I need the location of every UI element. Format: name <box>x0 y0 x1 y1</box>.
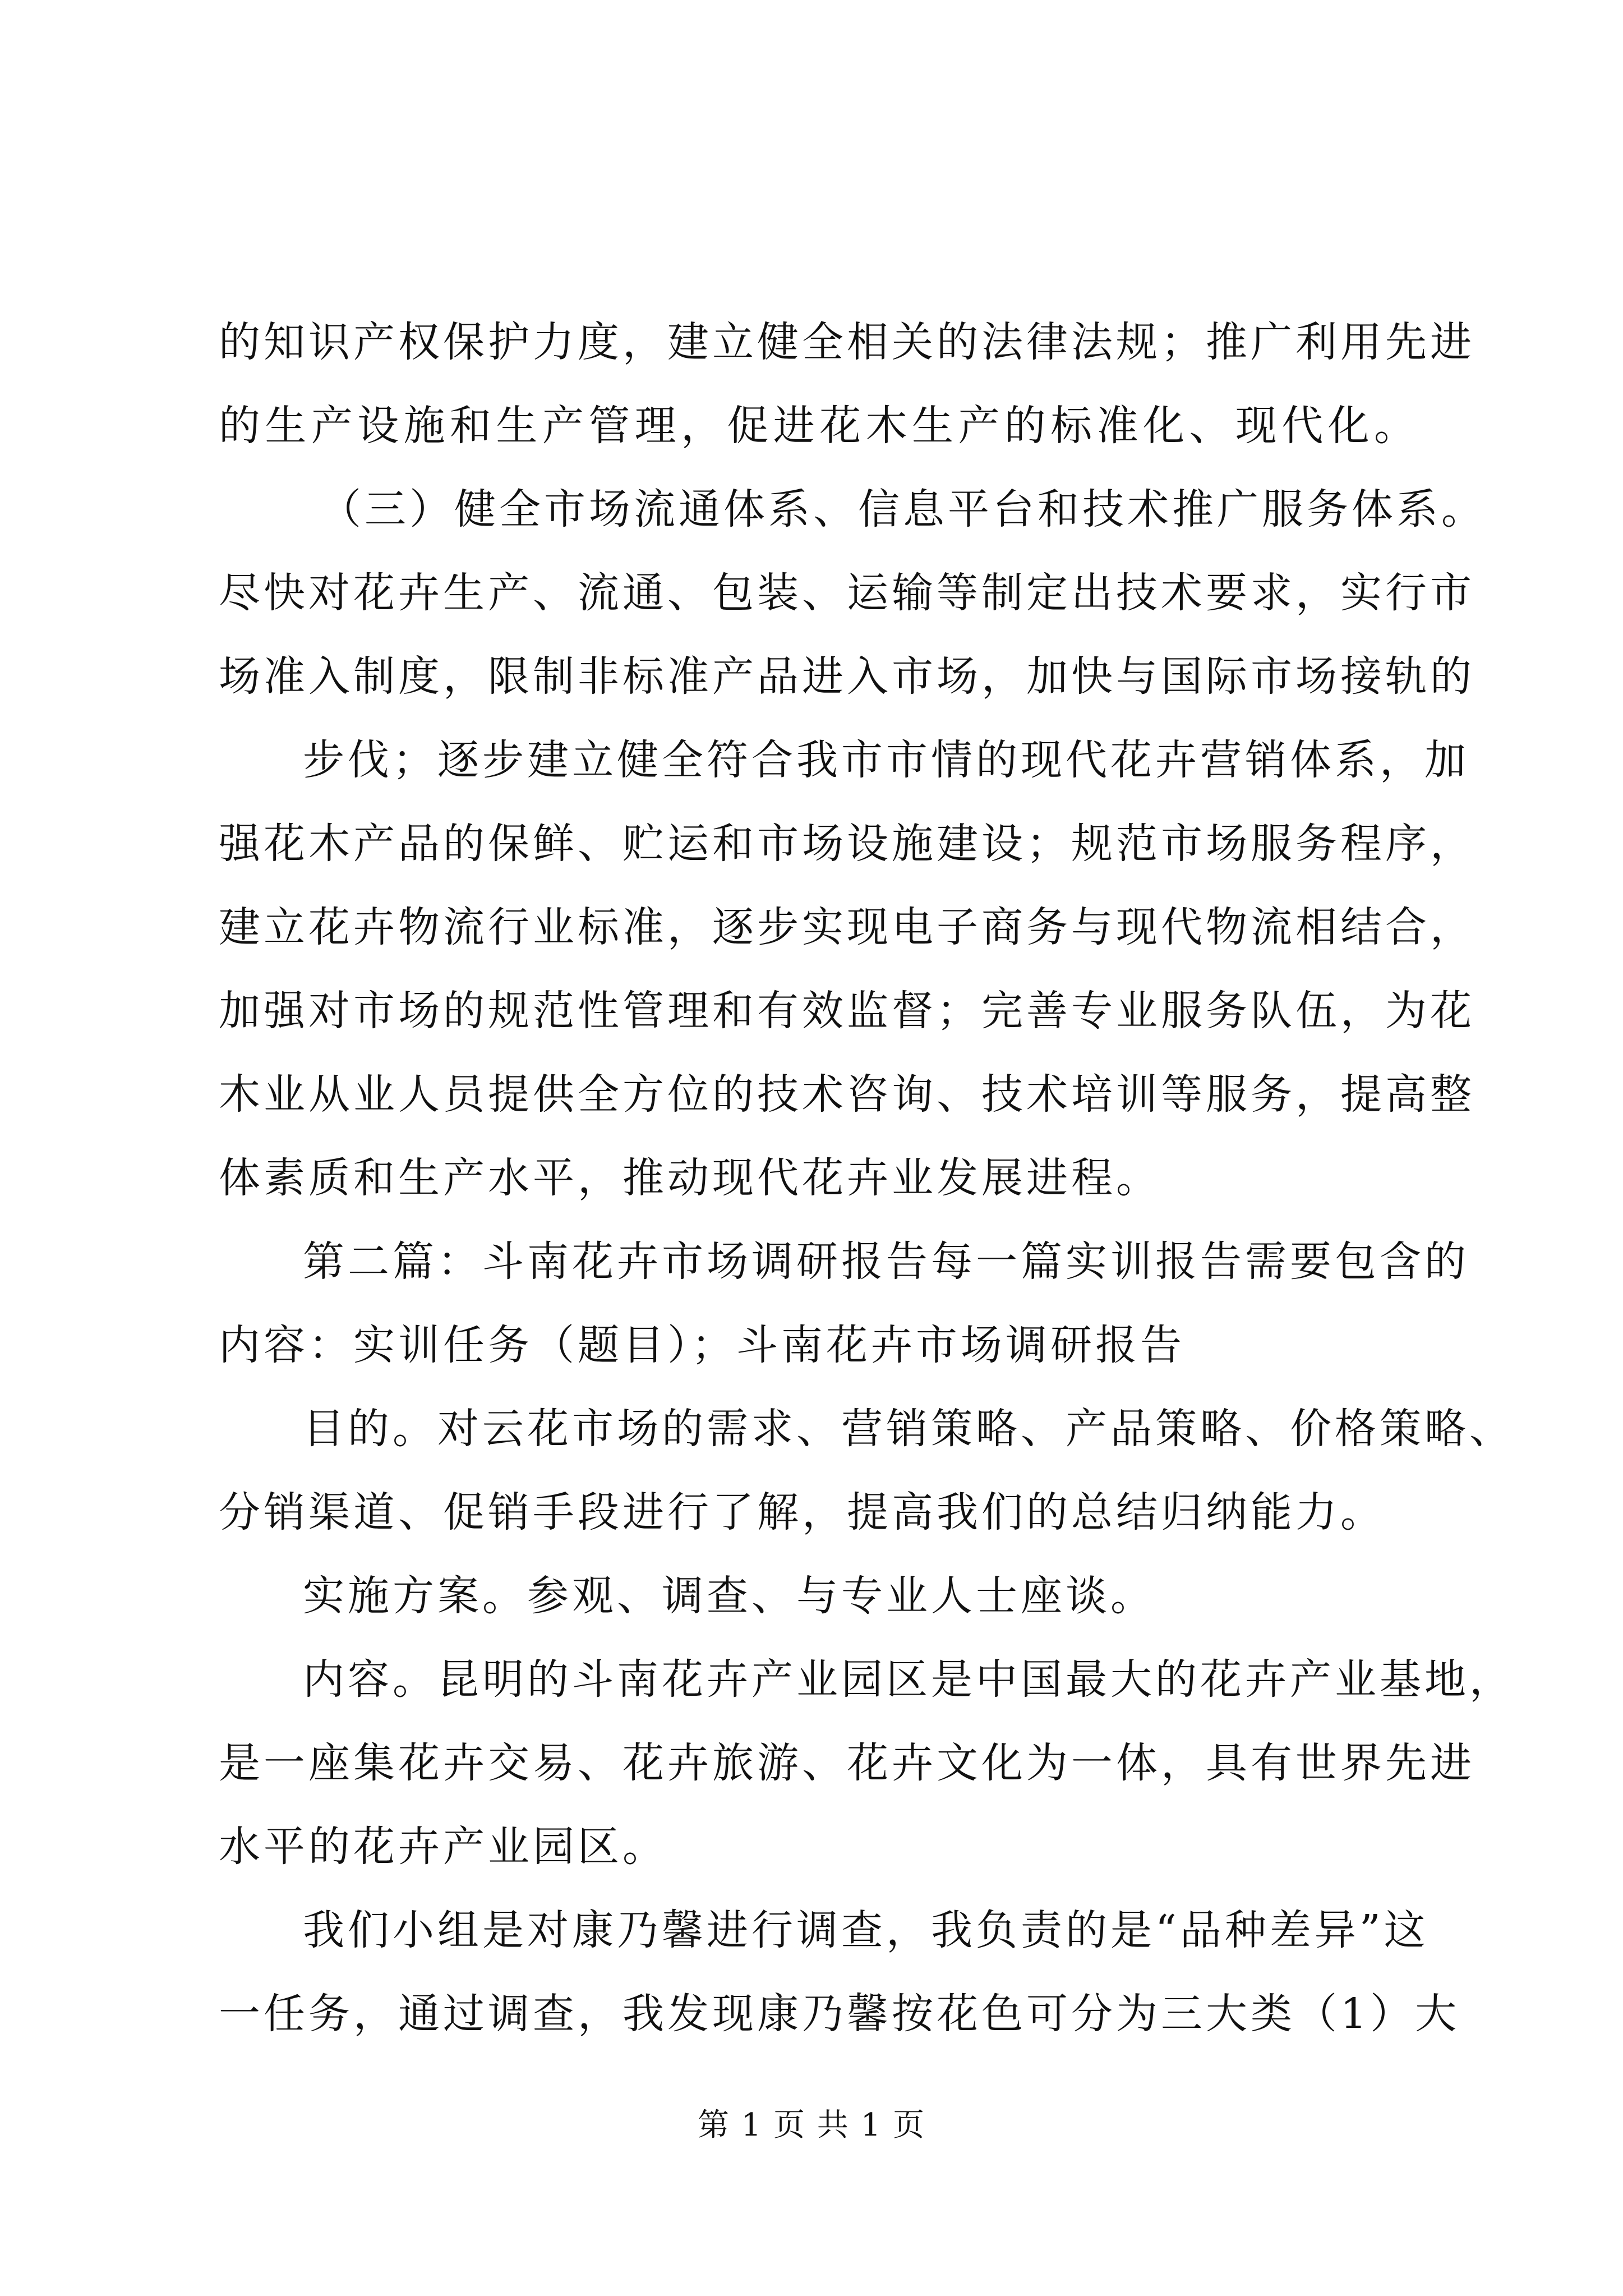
text-line-18: 是一座集花卉交易、花卉旅游、花卉文化为一体，具有世界先进 <box>219 1739 1475 1787</box>
page-footer: 第 1 页 共 1 页 <box>697 2107 926 2143</box>
text-line-1: 的知识产权保护力度，建立健全相关的法律法规；推广利用先进 <box>219 318 1475 366</box>
text-line-21: 一任务，通过调查，我发现康乃馨按花色可分为三大类（1）大 <box>219 1990 1460 2038</box>
text-line-14: 目的。对云花市场的需求、营销策略、产品策略、价格策略、 <box>303 1405 1514 1453</box>
text-line-10: 木业从业人员提供全方位的技术咨询、技术培训等服务，提高整 <box>219 1070 1475 1119</box>
text-line-2: 的生产设施和生产管理，促进花木生产的标准化、现代化。 <box>219 402 1419 450</box>
text-line-17: 内容。昆明的斗南花卉产业园区是中国最大的花卉产业基地， <box>303 1655 1514 1704</box>
text-line-19: 水平的花卉产业园区。 <box>219 1823 667 1871</box>
text-line-15: 分销渠道、促销手段进行了解，提高我们的总结归纳能力。 <box>219 1488 1385 1536</box>
text-line-6: 步伐；逐步建立健全符合我市市情的现代花卉营销体系，加 <box>303 736 1469 784</box>
text-line-5: 场准入制度，限制非标准产品进入市场，加快与国际市场接轨的 <box>219 652 1475 701</box>
text-line-13: 内容：实训任务（题目）；斗南花卉市场调研报告 <box>219 1321 1185 1369</box>
text-line-16: 实施方案。参观、调查、与专业人士座谈。 <box>303 1572 1155 1620</box>
text-line-7: 强花木产品的保鲜、贮运和市场设施建设；规范市场服务程序， <box>219 820 1475 868</box>
text-line-9: 加强对市场的规范性管理和有效监督；完善专业服务队伍，为花 <box>219 987 1475 1035</box>
text-line-8: 建立花卉物流行业标准，逐步实现电子商务与现代物流相结合， <box>219 903 1475 951</box>
text-line-11: 体素质和生产水平，推动现代花卉业发展进程。 <box>219 1154 1161 1202</box>
text-line-3: （三）健全市场流通体系、信息平台和技术推广服务体系。 <box>320 485 1486 533</box>
text-line-12: 第二篇：斗南花卉市场调研报告每一篇实训报告需要包含的 <box>303 1237 1469 1286</box>
text-line-20: 我们小组是对康乃馨进行调查，我负责的是“品种差异”这 <box>303 1906 1429 1954</box>
text-line-4: 尽快对花卉生产、流通、包装、运输等制定出技术要求，实行市 <box>219 569 1475 617</box>
